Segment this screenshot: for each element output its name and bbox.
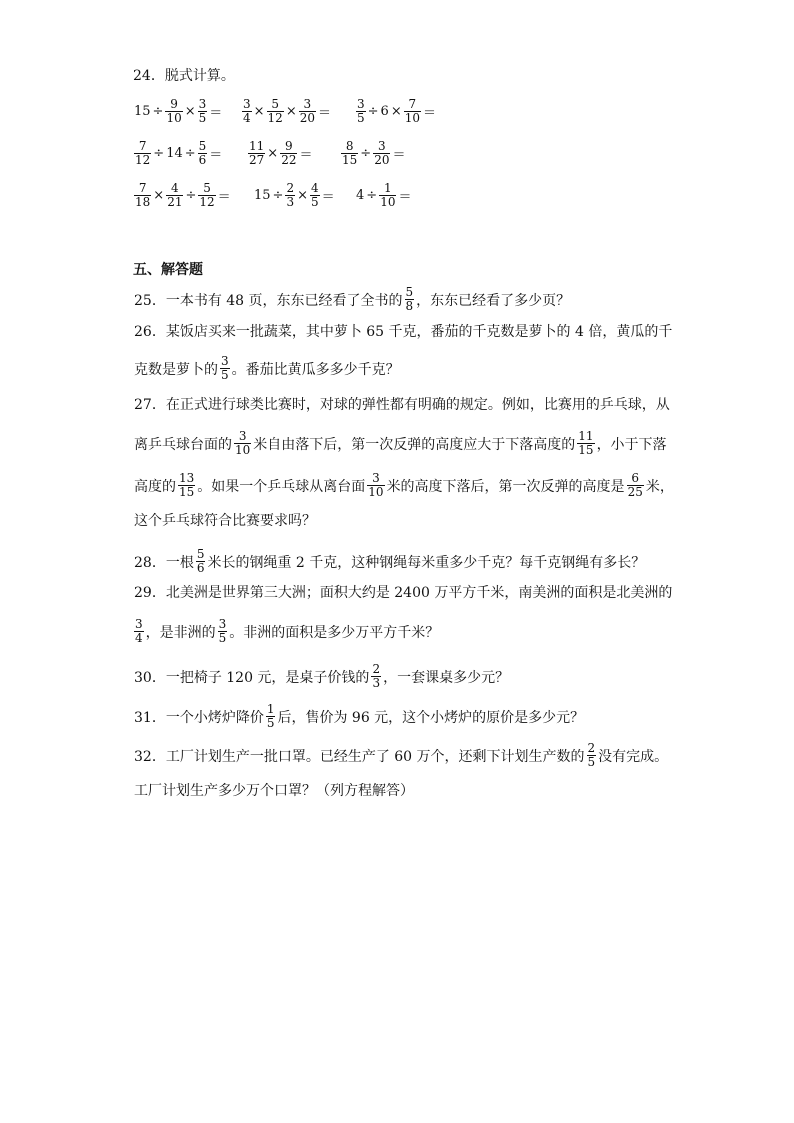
question-line [133,510,317,530]
question-line [133,430,668,457]
fraction [196,548,206,575]
fraction [373,140,390,167]
text-segment: 32．工厂计划生产一批口罩。已经生产了 60 万个，还剩下计划生产数的 [134,748,585,765]
question-line [133,286,571,313]
fraction-numerator: 3 [238,429,247,443]
fraction [627,472,644,499]
fraction-denominator: 27 [249,153,265,167]
question-line [133,394,671,414]
fraction-denominator: 25 [627,485,643,499]
section-5-title: 五、解答题 [133,262,203,278]
question-line [133,742,669,769]
question-line [133,548,646,575]
fraction-numerator: 3 [357,97,365,111]
fraction [285,182,295,209]
text-segment: 6 [380,104,389,119]
fraction-numerator: 4 [311,181,319,195]
text-segment: 。如果一个乒乓球从离台面 [197,478,366,495]
fraction [280,140,297,167]
fraction [405,286,415,313]
text-segment: 4 [356,188,365,203]
text-segment: 26．某饭店买来一批蔬菜，其中萝卜 65 千克，番茄的千克数是萝卜的 4 倍，黄瓜的千 [134,324,673,340]
fraction-numerator: 13 [179,471,195,485]
calculation-expression [247,140,313,167]
text-segment: 15 [254,188,271,203]
fraction [587,742,597,769]
text-segment: ÷ [272,188,284,203]
fraction-denominator: 4 [135,631,143,645]
fraction [367,472,384,499]
fraction-denominator: 18 [135,195,151,209]
fraction-denominator: 4 [243,111,251,125]
fraction-numerator: 5 [196,547,205,561]
section-24-title: 24．脱式计算。 [133,68,235,84]
fraction [165,98,182,125]
text-segment: 克数是萝卜的 [134,361,218,378]
fraction-numerator: 1 [384,181,392,195]
fraction-denominator: 10 [368,485,384,499]
fraction-numerator: 3 [218,617,227,631]
text-segment: 工厂计划生产多少万个口罩？（列方程解答） [134,783,414,799]
text-segment: ÷ [367,104,379,119]
text-segment: ＝ [423,106,437,121]
fraction-denominator: 5 [587,755,596,769]
fraction-denominator: 10 [404,111,421,125]
fraction [356,98,366,125]
text-segment: ÷ [366,188,378,203]
text-segment: ÷ [184,146,196,161]
text-segment: 30．一把椅子 120 元，是桌子价钱的 [134,669,370,686]
text-segment: × [285,104,297,119]
text-segment: ，小于下落 [596,436,667,453]
calculation-expression [133,182,232,209]
text-segment: × [267,146,279,161]
fraction-numerator: 3 [221,354,229,368]
question-line [133,582,673,602]
text-segment: 高度的 [134,478,176,495]
fraction-numerator: 9 [285,139,293,153]
text-segment: ＝ [392,148,406,163]
calculation-expression [355,98,437,125]
question-line [133,321,673,341]
fraction-numerator: 5 [198,139,207,153]
text-segment: ＝ [299,148,313,163]
question-line [133,618,440,645]
fraction-denominator: 15 [342,153,358,167]
fraction-denominator: 12 [267,111,283,125]
fraction-denominator: 5 [266,716,275,730]
fraction-denominator: 10 [380,195,396,209]
fraction [198,140,208,167]
text-segment: ＝ [398,190,412,205]
calculation-expression [133,98,223,125]
question-line [133,663,510,690]
text-segment: ，是非洲的 [145,624,216,641]
fraction [134,140,151,167]
fraction-denominator: 5 [357,111,365,125]
calculation-expression [253,182,336,209]
fraction-denominator: 3 [286,195,295,209]
fraction-numerator: 11 [249,139,265,153]
fraction [242,98,252,125]
fraction-denominator: 10 [166,111,182,125]
fraction [198,98,208,125]
fraction [379,182,396,209]
fraction [341,140,358,167]
text-segment: ＝ [321,190,335,205]
fraction-numerator: 3 [198,97,207,111]
fraction-denominator: 5 [218,631,227,645]
fraction-denominator: 20 [374,153,390,167]
fraction-numerator: 3 [372,471,380,485]
fraction [299,98,316,125]
question-line [133,472,675,499]
question-line [133,703,585,730]
text-segment: 米长的钢绳重 2 千克，这种钢绳每米重多少千克？每千克钢绳有多长？ [207,554,646,571]
calculation-expression [355,182,412,209]
question-line [133,355,401,382]
text-segment: 。番茄比黄瓜多多少千克？ [231,361,400,378]
text-segment: ÷ [360,146,372,161]
fraction-numerator: 3 [303,97,312,111]
text-segment: ，一套课桌多少元？ [383,669,510,686]
text-segment: 这个乒乓球符合比赛要求吗？ [134,513,316,529]
fraction-denominator: 6 [198,153,207,167]
fraction-numerator: 8 [345,139,354,153]
text-segment: 25．一本书有 48 页，东东已经看了全书的 [134,292,403,309]
text-segment: ÷ [152,104,164,119]
fraction-denominator: 12 [199,195,215,209]
text-segment: × [184,104,196,119]
fraction-denominator: 8 [405,299,414,313]
fraction-denominator: 5 [221,368,229,382]
fraction-denominator: 15 [578,443,594,457]
fraction [198,182,215,209]
fraction [220,355,230,382]
text-segment: ＝ [209,106,223,121]
fraction [218,618,228,645]
text-segment: 28．一根 [134,554,194,571]
fraction-numerator: 3 [243,97,251,111]
fraction [371,663,381,690]
text-segment: 米自由落下后，第一次反弹的高度应大于下落高度的 [253,436,576,453]
fraction-numerator: 5 [203,181,211,195]
text-segment: 米的高度下落后，第一次反弹的高度是 [386,478,625,495]
text-segment: × [153,188,165,203]
fraction-numerator: 3 [378,139,386,153]
fraction-numerator: 2 [587,741,596,755]
fraction-denominator: 20 [299,111,316,125]
fraction-numerator: 5 [405,285,414,299]
text-segment: 14 [166,146,183,161]
text-segment: 米， [645,478,674,495]
fraction [178,472,195,499]
fraction-numerator: 11 [578,429,594,443]
text-segment: ÷ [153,146,165,161]
fraction [166,182,183,209]
text-segment: 15 [134,104,151,119]
text-segment: 离乒乓球台面的 [134,436,232,453]
fraction-denominator: 5 [311,195,319,209]
calculation-expression [241,98,332,125]
text-segment: 29．北美洲是世界第三大洲；面积大约是 2400 万平方千米，南美洲的面积是北美洲的 [134,585,673,601]
fraction [310,182,320,209]
fraction-numerator: 3 [135,617,143,631]
fraction-denominator: 10 [235,443,251,457]
text-segment: 后，售价为 96 元，这个小烤炉的原价是多少元？ [277,709,585,726]
calculation-expression [133,140,223,167]
fraction-denominator: 5 [198,111,207,125]
text-segment: × [390,104,402,119]
fraction-numerator: 7 [138,139,147,153]
text-segment: ，东东已经看了多少页？ [416,292,571,309]
fraction-denominator: 12 [135,153,151,167]
fraction-numerator: 7 [408,97,417,111]
text-segment: 31．一个小烤炉降价 [134,709,264,726]
fraction [134,618,144,645]
text-segment: ÷ [185,188,197,203]
fraction-denominator: 21 [167,195,183,209]
text-segment: ＝ [209,148,223,163]
text-segment: 27．在正式进行球类比赛时，对球的弹性都有明确的规定。例如，比赛用的乒乓球，从 [134,397,670,413]
fraction [577,430,594,457]
fraction [134,182,151,209]
fraction-numerator: 7 [138,181,147,195]
fraction-numerator: 6 [631,471,640,485]
fraction-numerator: 5 [271,97,279,111]
text-segment: 。非洲的面积是多少万平方千米？ [229,624,440,641]
fraction-numerator: 1 [266,702,275,716]
fraction-denominator: 15 [179,485,195,499]
fraction [267,98,284,125]
text-segment: × [253,104,265,119]
fraction-numerator: 4 [171,181,179,195]
fraction-numerator: 2 [372,662,381,676]
text-segment: × [297,188,308,203]
text-segment: ＝ [217,190,231,205]
fraction [266,703,276,730]
fraction-denominator: 3 [372,676,381,690]
question-line [133,780,415,800]
calculation-expression [340,140,406,167]
fraction-numerator: 9 [170,97,178,111]
fraction [404,98,421,125]
fraction-denominator: 22 [281,153,297,167]
fraction [248,140,265,167]
fraction-numerator: 2 [286,181,295,195]
fraction [234,430,251,457]
text-segment: ＝ [318,106,332,121]
text-segment: 没有完成。 [598,748,669,765]
fraction-denominator: 6 [196,561,205,575]
